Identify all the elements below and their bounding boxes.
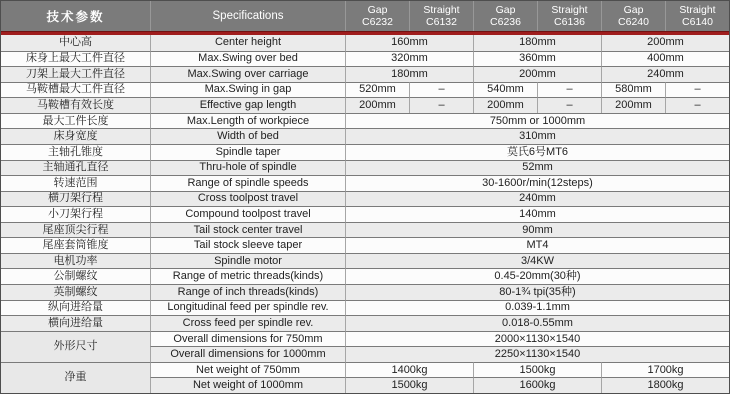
spec-value-cell: 360mm <box>473 51 601 67</box>
spec-en-cell: Net weight of 750mm <box>150 362 345 378</box>
header-spec-label: Specifications <box>150 1 345 31</box>
spec-en-cell: Tail stock center travel <box>150 222 345 238</box>
spec-value-cell: 2000×1130×1540 <box>345 331 729 347</box>
spec-value-cell: 0.018-0.55mm <box>345 315 729 331</box>
spec-value-cell: 0.45-20mm(30种) <box>345 268 729 284</box>
spec-value-cell: 750mm or 1000mm <box>345 113 729 129</box>
spec-value-cell: 莫氏6号MT6 <box>345 144 729 160</box>
spec-en-cell: Max.Swing in gap <box>150 82 345 98</box>
spec-value-cell: – <box>665 97 729 113</box>
spec-en-cell: Range of inch threads(kinds) <box>150 284 345 300</box>
spec-zh-cell: 主轴通孔直径 <box>1 160 150 176</box>
spec-value-cell: 320mm <box>345 51 473 67</box>
model-type: Straight <box>423 3 460 16</box>
spec-zh-cell: 转速范围 <box>1 175 150 191</box>
spec-value-cell: 200mm <box>473 97 537 113</box>
model-type: Gap <box>623 3 644 16</box>
spec-zh-cell: 主轴孔锥度 <box>1 144 150 160</box>
spec-en-cell: Overall dimensions for 750mm <box>150 331 345 347</box>
spec-value-cell: 540mm <box>473 82 537 98</box>
spec-en-cell: Max.Swing over carriage <box>150 66 345 82</box>
model-code: C6136 <box>554 16 585 28</box>
header-param-label: 技术参数 <box>46 10 105 24</box>
spec-zh-cell: 横向进给量 <box>1 315 150 331</box>
spec-value-cell: 1400kg <box>345 362 473 378</box>
spec-en-cell: Thru-hole of spindle <box>150 160 345 176</box>
model-code: C6140 <box>682 16 713 28</box>
model-type: Straight <box>551 3 588 16</box>
spec-zh-cell: 马鞍槽最大工件直径 <box>1 82 150 98</box>
spec-value-cell: MT4 <box>345 237 729 253</box>
spec-zh-cell: 英制螺纹 <box>1 284 150 300</box>
spec-value-cell: 30-1600r/min(12steps) <box>345 175 729 191</box>
spec-value-cell: 140mm <box>345 206 729 222</box>
spec-en-cell: Max.Length of workpiece <box>150 113 345 129</box>
spec-value-cell: 180mm <box>345 66 473 82</box>
model-code: C6232 <box>362 16 393 28</box>
spec-zh-cell: 床身上最大工件直径 <box>1 51 150 67</box>
spec-en-cell: Net weight of 1000mm <box>150 377 345 393</box>
spec-en-cell: Spindle motor <box>150 253 345 269</box>
spec-zh-cell: 电机功率 <box>1 253 150 269</box>
spec-zh-cell: 尾座套筒锥度 <box>1 237 150 253</box>
spec-value-cell: 3/4KW <box>345 253 729 269</box>
spec-value-cell: 580mm <box>601 82 665 98</box>
spec-zh-cell: 尾座顶尖行程 <box>1 222 150 238</box>
spec-value-cell: 1500kg <box>345 377 473 393</box>
spec-en-cell: Effective gap length <box>150 97 345 113</box>
spec-value-cell: 80-1¾ tpi(35种) <box>345 284 729 300</box>
spec-zh-cell: 净重 <box>1 362 150 393</box>
spec-en-cell: Spindle taper <box>150 144 345 160</box>
spec-en-cell: Range of spindle speeds <box>150 175 345 191</box>
spec-value-cell: – <box>537 82 601 98</box>
spec-zh-cell: 刀架上最大工件直径 <box>1 66 150 82</box>
spec-value-cell: 180mm <box>473 35 601 51</box>
header-model-C6132 <box>409 1 473 31</box>
header-model-C6140 <box>665 1 729 31</box>
spec-en-cell: Cross feed per spindle rev. <box>150 315 345 331</box>
spec-en-cell: Range of metric threads(kinds) <box>150 268 345 284</box>
spec-value-cell: 200mm <box>601 35 729 51</box>
spec-value-cell: 2250×1130×1540 <box>345 346 729 362</box>
spec-en-cell: Cross toolpost travel <box>150 191 345 207</box>
spec-zh-cell: 床身宽度 <box>1 128 150 144</box>
spec-value-cell: 200mm <box>473 66 601 82</box>
spec-value-cell: 240mm <box>345 191 729 207</box>
spec-en-cell: Max.Swing over bed <box>150 51 345 67</box>
header-model-C6136 <box>537 1 601 31</box>
spec-en-cell: Center height <box>150 35 345 51</box>
spec-zh-cell: 纵向进给量 <box>1 300 150 316</box>
spec-en-cell: Width of bed <box>150 128 345 144</box>
spec-zh-cell: 中心高 <box>1 35 150 51</box>
spec-zh-cell: 公制螺纹 <box>1 268 150 284</box>
table-header <box>1 1 729 31</box>
spec-value-cell: – <box>665 82 729 98</box>
model-code: C6240 <box>618 16 649 28</box>
spec-value-cell: 200mm <box>345 97 409 113</box>
model-type: Gap <box>495 3 516 16</box>
spec-value-cell: 1700kg <box>601 362 729 378</box>
model-code: C6132 <box>426 16 457 28</box>
header-model-C6232 <box>345 1 409 31</box>
spec-rows <box>1 35 729 393</box>
spec-zh-cell: 马鞍槽有效长度 <box>1 97 150 113</box>
spec-zh-cell: 外形尺寸 <box>1 331 150 362</box>
spec-zh-cell: 最大工件长度 <box>1 113 150 129</box>
spec-value-cell: 200mm <box>601 97 665 113</box>
model-code: C6236 <box>490 16 521 28</box>
spec-value-cell: 240mm <box>601 66 729 82</box>
model-type: Straight <box>679 3 716 16</box>
spec-en-cell: Longitudinal feed per spindle rev. <box>150 300 345 316</box>
header-model-C6236 <box>473 1 537 31</box>
spec-en-cell: Tail stock sleeve taper <box>150 237 345 253</box>
spec-value-cell: – <box>409 82 473 98</box>
spec-value-cell: 160mm <box>345 35 473 51</box>
spec-value-cell: 52mm <box>345 160 729 176</box>
model-type: Gap <box>367 3 388 16</box>
spec-value-cell: 0.039-1.1mm <box>345 300 729 316</box>
spec-value-cell: – <box>537 97 601 113</box>
spec-value-cell: 1800kg <box>601 377 729 393</box>
spec-value-cell: 90mm <box>345 222 729 238</box>
spec-en-cell: Overall dimensions for 1000mm <box>150 346 345 362</box>
header-model-C6240 <box>601 1 665 31</box>
spec-value-cell: 310mm <box>345 128 729 144</box>
spec-value-cell: 520mm <box>345 82 409 98</box>
spec-value-cell: 400mm <box>601 51 729 67</box>
spec-en-cell: Compound toolpost travel <box>150 206 345 222</box>
spec-zh-cell: 小刀架行程 <box>1 206 150 222</box>
spec-value-cell: – <box>409 97 473 113</box>
spec-zh-cell: 横刀架行程 <box>1 191 150 207</box>
spec-value-cell: 1500kg <box>473 362 601 378</box>
spec-value-cell: 1600kg <box>473 377 601 393</box>
